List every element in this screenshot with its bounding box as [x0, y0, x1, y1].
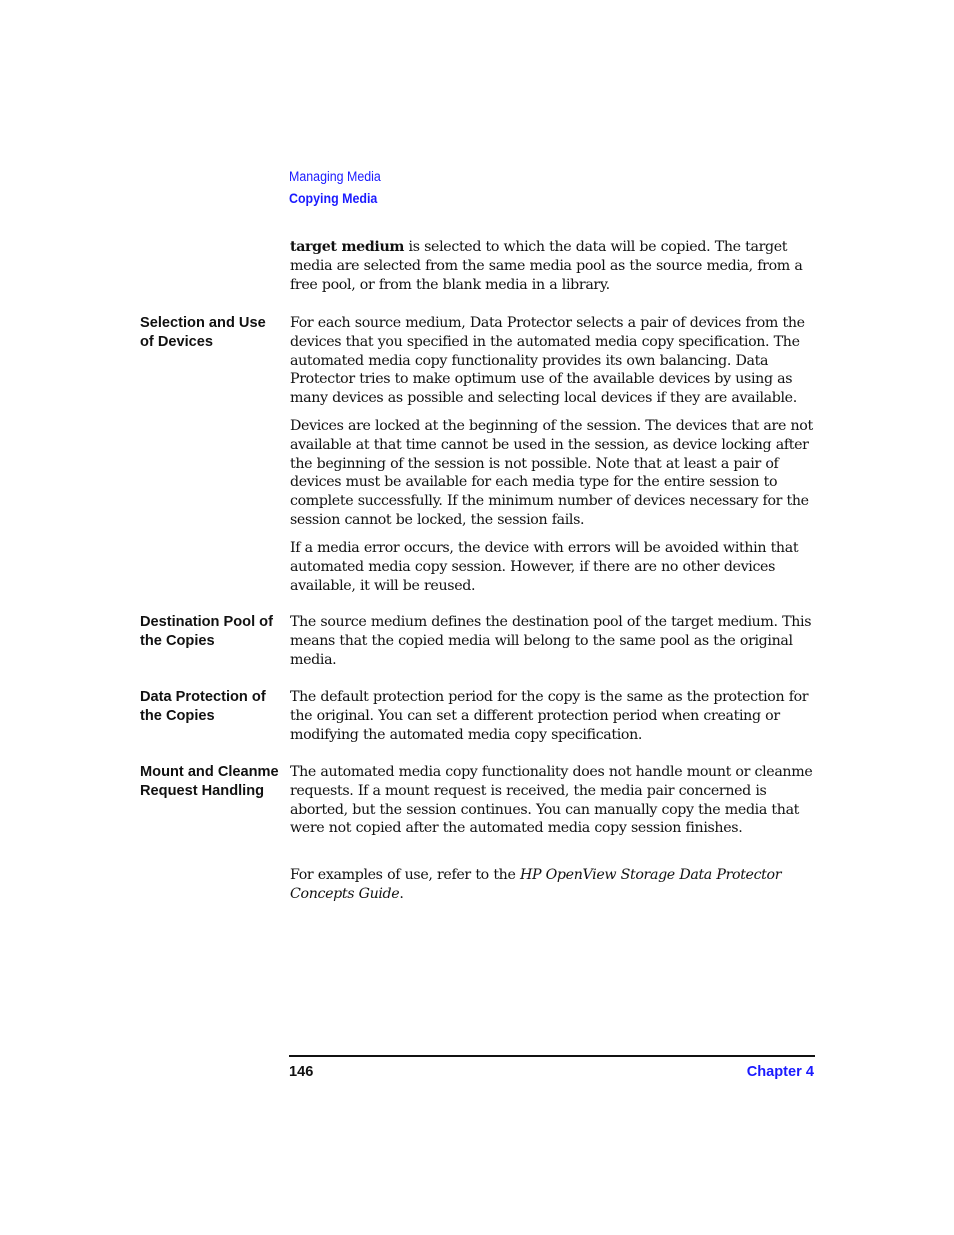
- destination-pool-paragraph: The source medium defines the destination pool of the target medium. This means that the copied media will belong to the same pool as the original media.: [290, 614, 812, 668]
- section-heading-devices: Selection and Use of Devices: [140, 315, 266, 350]
- page-number: 146: [289, 1064, 314, 1080]
- reference-guide-title: HP OpenView Storage Data Protector Concepts Guide: [290, 867, 782, 902]
- section-heading-mount-cleanme: Mount and Cleanme Request Handling: [140, 764, 279, 799]
- reference-paragraph: [290, 866, 818, 904]
- intro-paragraph: [290, 238, 818, 294]
- section-heading-data-protection: Data Protection of the Copies: [140, 689, 266, 724]
- term-target-medium: target medium: [290, 239, 405, 255]
- section-heading-destination-pool: Destination Pool of the Copies: [140, 614, 273, 649]
- breadcrumb: [289, 166, 381, 210]
- data-protection-paragraph: The default protection period for the copy is the same as the protection for the original. You can set a different protection period when creating or modifying the automated media copy specification.: [290, 689, 809, 743]
- intro-text: is selected to which the data will be copied. The target media are selected from the same media pool as the source media, from a free pool, or from the blank media in a library.: [290, 239, 803, 293]
- mount-cleanme-paragraph: The automated media copy functionality does not handle mount or cleanme requests. If a mount request is received, the media pair concerned is aborted, but the session continues. You can manually copy the media that were not copied after the automated media copy session finishes.: [290, 764, 813, 837]
- footer-rule: [289, 1055, 815, 1057]
- chapter-link[interactable]: Chapter 4: [746, 1064, 814, 1080]
- breadcrumb-section[interactable]: Copying Media: [289, 191, 378, 206]
- devices-paragraph-1: For each source medium, Data Protector selects a pair of devices from the devices that you specified in the automated media copy specification. The automated media copy functionality provides its own balancing. Data Protector tries to make optimum use of the available devices by using as many devices as possible and selecting local devices if they are available.: [290, 315, 805, 407]
- breadcrumb-chapter[interactable]: Managing Media: [289, 169, 381, 184]
- reference-end: .: [399, 885, 404, 902]
- reference-lead: For examples of use, refer to the: [290, 867, 520, 883]
- devices-paragraph-3: If a media error occurs, the device with errors will be avoided within that automated media copy session. However, if there are no other devices available, it will be reused.: [290, 540, 799, 594]
- devices-paragraph-2: Devices are locked at the beginning of the session. The devices that are not available at that time cannot be used in the session, as device locking after the beginning of the session is not possible. Note that at least a pair of devices must be available for each media type for the entire session to complete successfully. If the minimum number of devices necessary for the session cannot be locked, the session fails.: [290, 418, 813, 528]
